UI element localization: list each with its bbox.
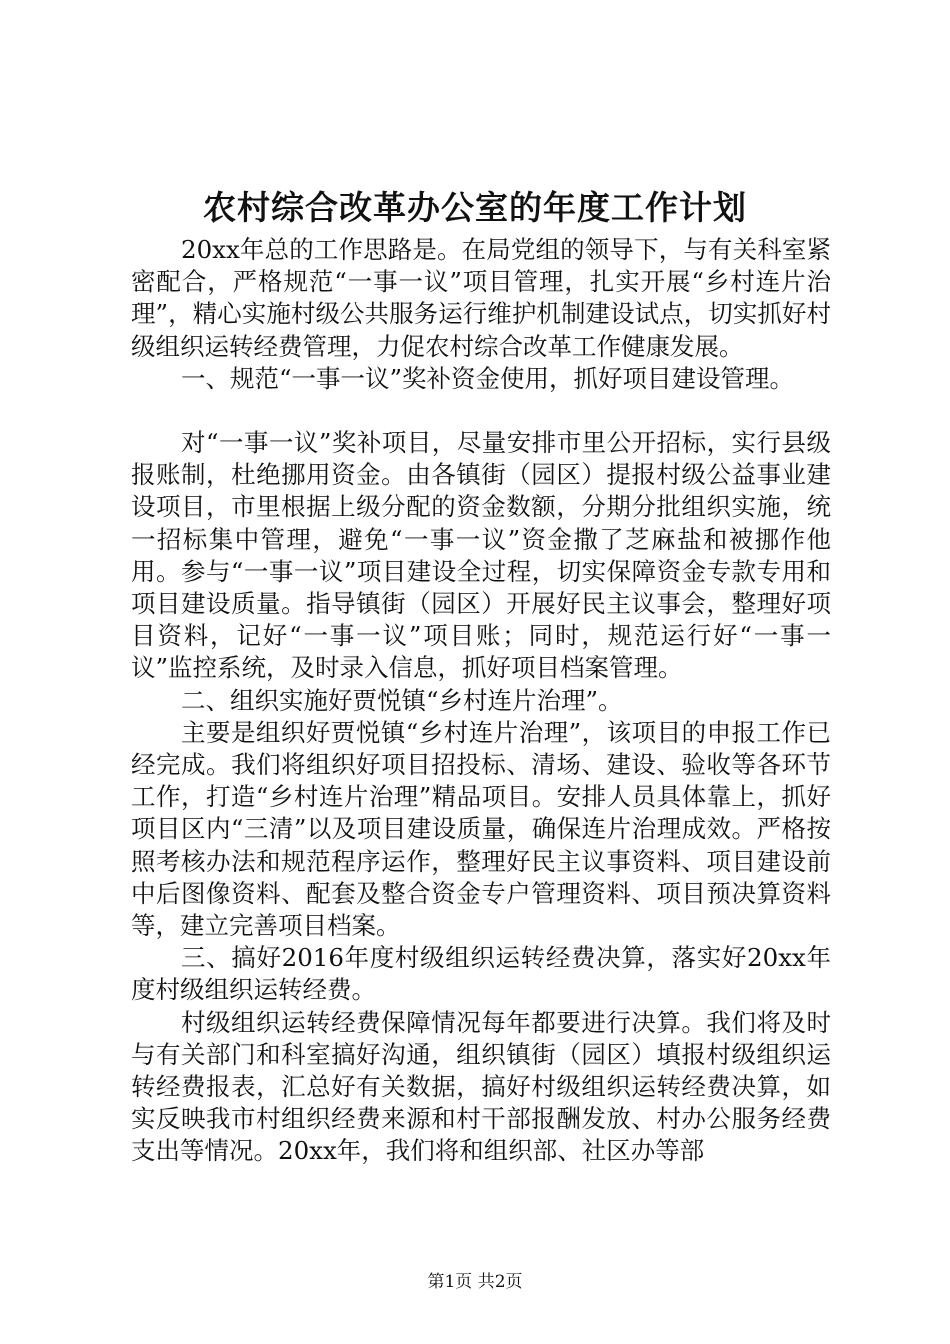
section-heading-1: 一、规范“一事一议”奖补资金使用，抓好项目建设管理。 xyxy=(181,363,795,393)
section-3-paragraph: 村级组织运转经费保障情况每年都要进行决算。我们将及时与有关部门和科室搞好沟通，组织镇街（园区）填报村级组织运转经费报表，汇总好有关数据，搞好村级组织运转经费决算，如实反映我市村组织经费来源和村干部报酬发放、村办公服务经费支出等情况。20xx年，我们将和组织部、社区办等部 xyxy=(131,1007,831,1166)
intro-paragraph: 20xx年总的工作思路是。在局党组的领导下，与有关科室紧密配合，严格规范“一事一议”项目管理，扎实开展“乡村连片治理”，精心实施村级公共服务运行维护机制建设试点，切实抓好村级组织运转经费管理，力促农村综合改革工作健康发展。 xyxy=(131,235,831,361)
section-heading-2: 二、组织实施好贾悦镇“乡村连片治理”。 xyxy=(181,685,623,715)
section-heading-3: 三、搞好2016年度村级组织运转经费决算，落实好20xx年度村级组织运转经费。 xyxy=(131,943,831,1005)
document-body xyxy=(131,234,831,1168)
page-number-footer: 第1页 共2页 xyxy=(427,1272,523,1292)
section-1-paragraph: 对“一事一议”奖补项目，尽量安排市里公开招标，实行县级报账制，杜绝挪用资金。由各镇街（园区）提报村级公益事业建设项目，市里根据上级分配的资金数额，分期分批组织实施，统一招标集中管理，避免“一事一议”资金撒了芝麻盐和被挪作他用。参与“一事一议”项目建设全过程，切实保障资金专款专用和项目建设质量。指导镇街（园区）开展好民主议事会，整理好项目资料，记好“一事一议”项目账；同时，规范运行好“一事一议”监控系统，及时录入信息，抓好项目档案管理。 xyxy=(131,428,831,683)
document-title: 农村综合改革办公室的年度工作计划 xyxy=(203,188,747,227)
section-2-paragraph: 主要是组织好贾悦镇“乡村连片治理”，该项目的申报工作已经完成。我们将组织好项目招投标、清场、建设、验收等各环节工作，打造“乡村连片治理”精品项目。安排人员具体靠上，抓好项目区内“三清”以及项目建设质量，确保连片治理成效。严格按照考核办法和规范程序运作，整理好民主议事资料、项目建设前中后图像资料、配套及整合资金专户管理资料、项目预决算资料等，建立完善项目档案。 xyxy=(131,717,831,941)
